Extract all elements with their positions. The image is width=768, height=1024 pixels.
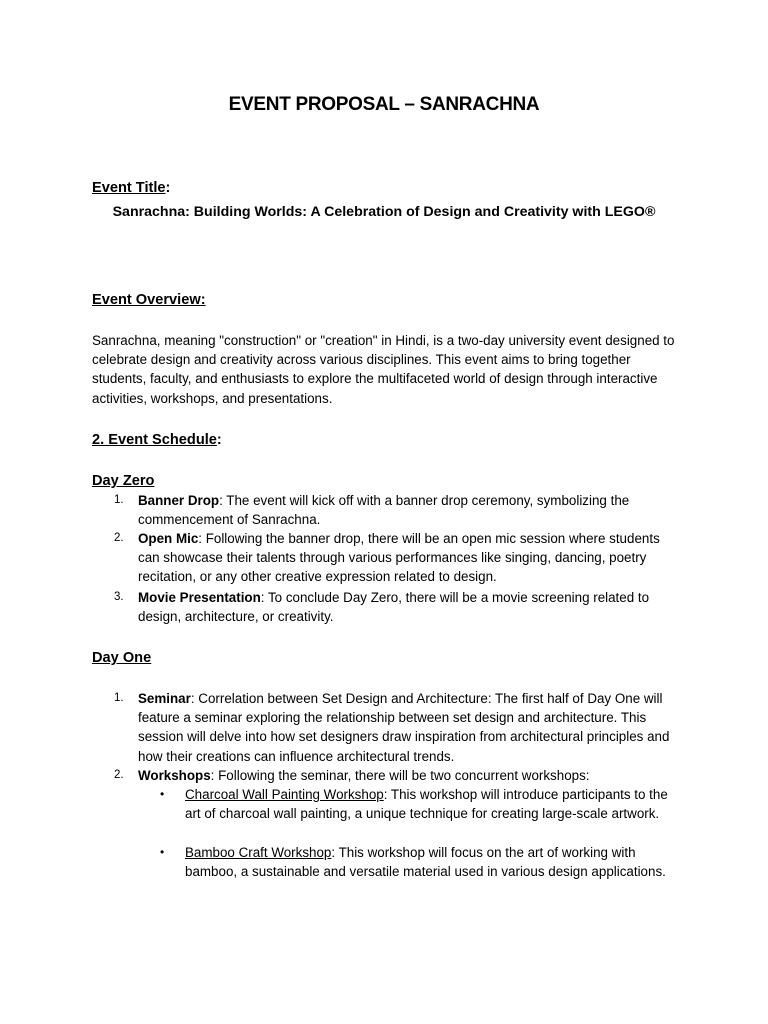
event-schedule-label: 2. Event Schedule [92,432,217,448]
event-schedule-colon: : [216,432,222,448]
list-number: 1. [114,692,124,704]
list-item-title: Workshops [138,768,211,783]
list-number: 2. [114,532,124,544]
list-item-title: Banner Drop [138,493,220,508]
list-item [92,529,682,587]
workshop-name: Charcoal Wall Painting Workshop [185,787,384,802]
bullet-item [160,785,670,823]
list-item-text: : The event will kick off with a banner drop ceremony, symbolizing the commencement of Sanrachna. [138,493,630,528]
event-title-heading [92,178,170,198]
day-zero-heading: Day Zero [92,473,155,489]
list-item-title: Seminar [138,691,191,706]
workshop-name: Bamboo Craft Workshop [185,845,332,860]
event-title-text: Sanrachna: Building Worlds: A Celebration of Design and Creativity with LEGO® [112,204,656,220]
bullet-icon: • [160,845,165,859]
bullet-item [160,843,670,881]
bullet-icon: • [160,787,165,801]
list-number: 3. [114,591,124,603]
list-item [92,689,682,766]
event-title-colon: : [165,180,171,196]
list-number: 2. [114,769,124,781]
page-title: EVENT PROPOSAL – SANRACHNA [228,94,540,115]
event-title-label: Event Title [92,180,166,196]
event-overview-paragraph: Sanrachna, meaning "construction" or "creation" in Hindi, is a two-day university event designed to celebrate design and creativity across various disciplines. This event aims to bring together students, faculty, and enthusiasts to explore the multifaceted world of design through interactive activities, workshops, and presentations. [92,333,675,406]
list-item-text: : To conclude Day Zero, there will be a movie screening related to design, architecture, or creativity. [138,590,650,625]
workshop-text: : This workshop will introduce participants to the art of charcoal wall painting, a unique technique for creating large-scale artwork. [185,787,668,822]
list-item-title: Movie Presentation [138,590,261,605]
list-item [92,588,682,626]
list-item-title: Open Mic [138,531,199,546]
list-item-text: : Correlation between Set Design and Architecture: The first half of Day One will feature a seminar exploring the relationship between set design and architecture. This session will delve into how set designers draw inspiration from architectural principles and how their creations can influence architectural trends. [138,691,670,764]
list-item [92,766,682,785]
day-one-heading: Day One [92,650,152,666]
workshop-text: : This workshop will focus on the art of working with bamboo, a sustainable and versatile material used in various design applications. [185,845,666,880]
list-item-text: : Following the seminar, there will be two concurrent workshops: [210,768,590,783]
event-overview-heading: Event Overview: [92,292,206,308]
list-item-text: : Following the banner drop, there will be an open mic session where students can showcase their talents through various performances like singing, dancing, poetry recitation, or any other creative expression related to design. [138,531,660,585]
list-number: 1. [114,494,124,506]
event-schedule-heading [92,430,222,450]
list-item [92,491,682,529]
